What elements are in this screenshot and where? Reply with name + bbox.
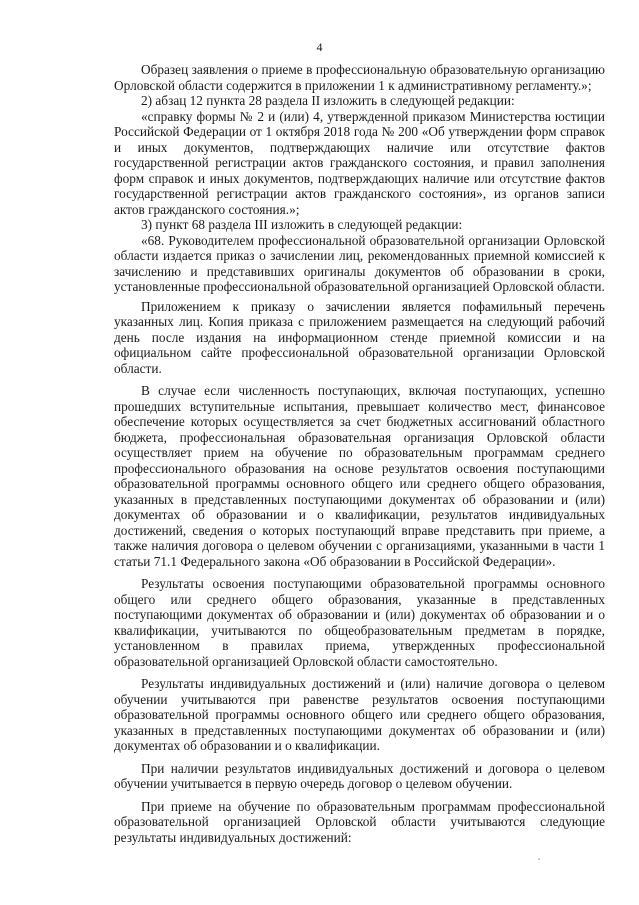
paragraph-item-3-heading: 3) пункт 68 раздела III изложить в следующей редакции: <box>141 217 463 232</box>
document-body <box>114 62 605 845</box>
paragraph-target-contract-priority: При наличии результатов индивидуальных достижений и договора о целевом обучении учитывается в первую очередь договор о целевом обучении. <box>114 760 605 791</box>
scan-speck <box>538 858 540 860</box>
paragraph-individual-achievements: Результаты индивидуальных достижений и (или) наличие договора о целевом обучении учитываются при равенстве результатов освоения поступающими образовательной программы основного общего или среднего общего образования, указанных в представленных поступающими документах об образовании и (или) документах об образовании и о квалификации. <box>114 676 605 753</box>
paragraph-admission-competition: В случае если численность поступающих, включая поступающих, успешно прошедших вступительные испытания, превышает количество мест, финансовое обеспечение которых осуществляется за счет бюджетных ассигнований областного бюджета, профессиональная образовательная организация Орловской области осуществляет прием на обучение по образовательным программам среднего профессионального образования на основе результатов освоения поступающими образовательной программы основного общего или среднего общего образования, указанных в представленных поступающими документах об образовании и (или) документах об образовании и о квалификации, результатов индивидуальных достижений, сведения о которых поступающий вправе представить при приеме, а также наличия договора о целевом обучении с организациями, указанными в части 1 статьи 71.1 Федерального закона «Об образовании в Российской Федерации». <box>114 383 605 569</box>
page-number: 4 <box>316 40 323 54</box>
paragraph-education-results: Результаты освоения поступающими образовательной программы основного общего или среднего общего образования, указанные в представленных поступающими документах об образовании и (или) документах об образовании и о квалификации, учитываются по общеобразовательным предметам в порядке, установленном в правилах приема, утвержденных профессиональной образовательной организацией Орловской области самостоятельно. <box>114 576 605 669</box>
paragraph-achievements-list-intro: При приеме на обучение по образовательным программам профессиональной образовательной организацией Орловской области учитываются следующие результаты индивидуальных достижений: <box>114 798 605 845</box>
paragraph-application-sample: Образец заявления о приеме в профессиональную образовательную организацию Орловской области содержится в приложении 1 к административному регламенту.»; <box>114 62 605 93</box>
paragraph-order-appendix: Приложением к приказу о зачислении является пофамильный перечень указанных лиц. Копия приказа с приложением размещается на следующий рабочий день после издания на информационном стенде приемной комиссии и на официальном сайте профессиональной образовательной организации Орловской области. <box>114 298 605 376</box>
paragraph-certificate-form: «справку формы № 2 и (или) 4, утвержденной приказом Министерства юстиции Российской Федерации от 1 октября 2018 года № 200 «Об утверждении форм справок и иных документов, подтверждающих наличие или отсутствие фактов государственной регистрации актов гражданского состояния, и правил заполнения форм справок и иных документов, подтверждающих наличие или отсутствие фактов государственной регистрации актов гражданского состояния», из органов записи актов гражданского состояния.»; <box>114 108 605 217</box>
paragraph-item-2-heading: 2) абзац 12 пункта 28 раздела II изложить в следующей редакции: <box>141 93 515 108</box>
paragraph-68-enrollment-order: «68. Руководителем профессиональной образовательной организации Орловской области издается приказ о зачислении лиц, рекомендованных приемной комиссией к зачислению и представивших оригиналы документов об образовании в сроки, установленные профессиональной образовательной организацией Орловской области. <box>114 232 605 294</box>
